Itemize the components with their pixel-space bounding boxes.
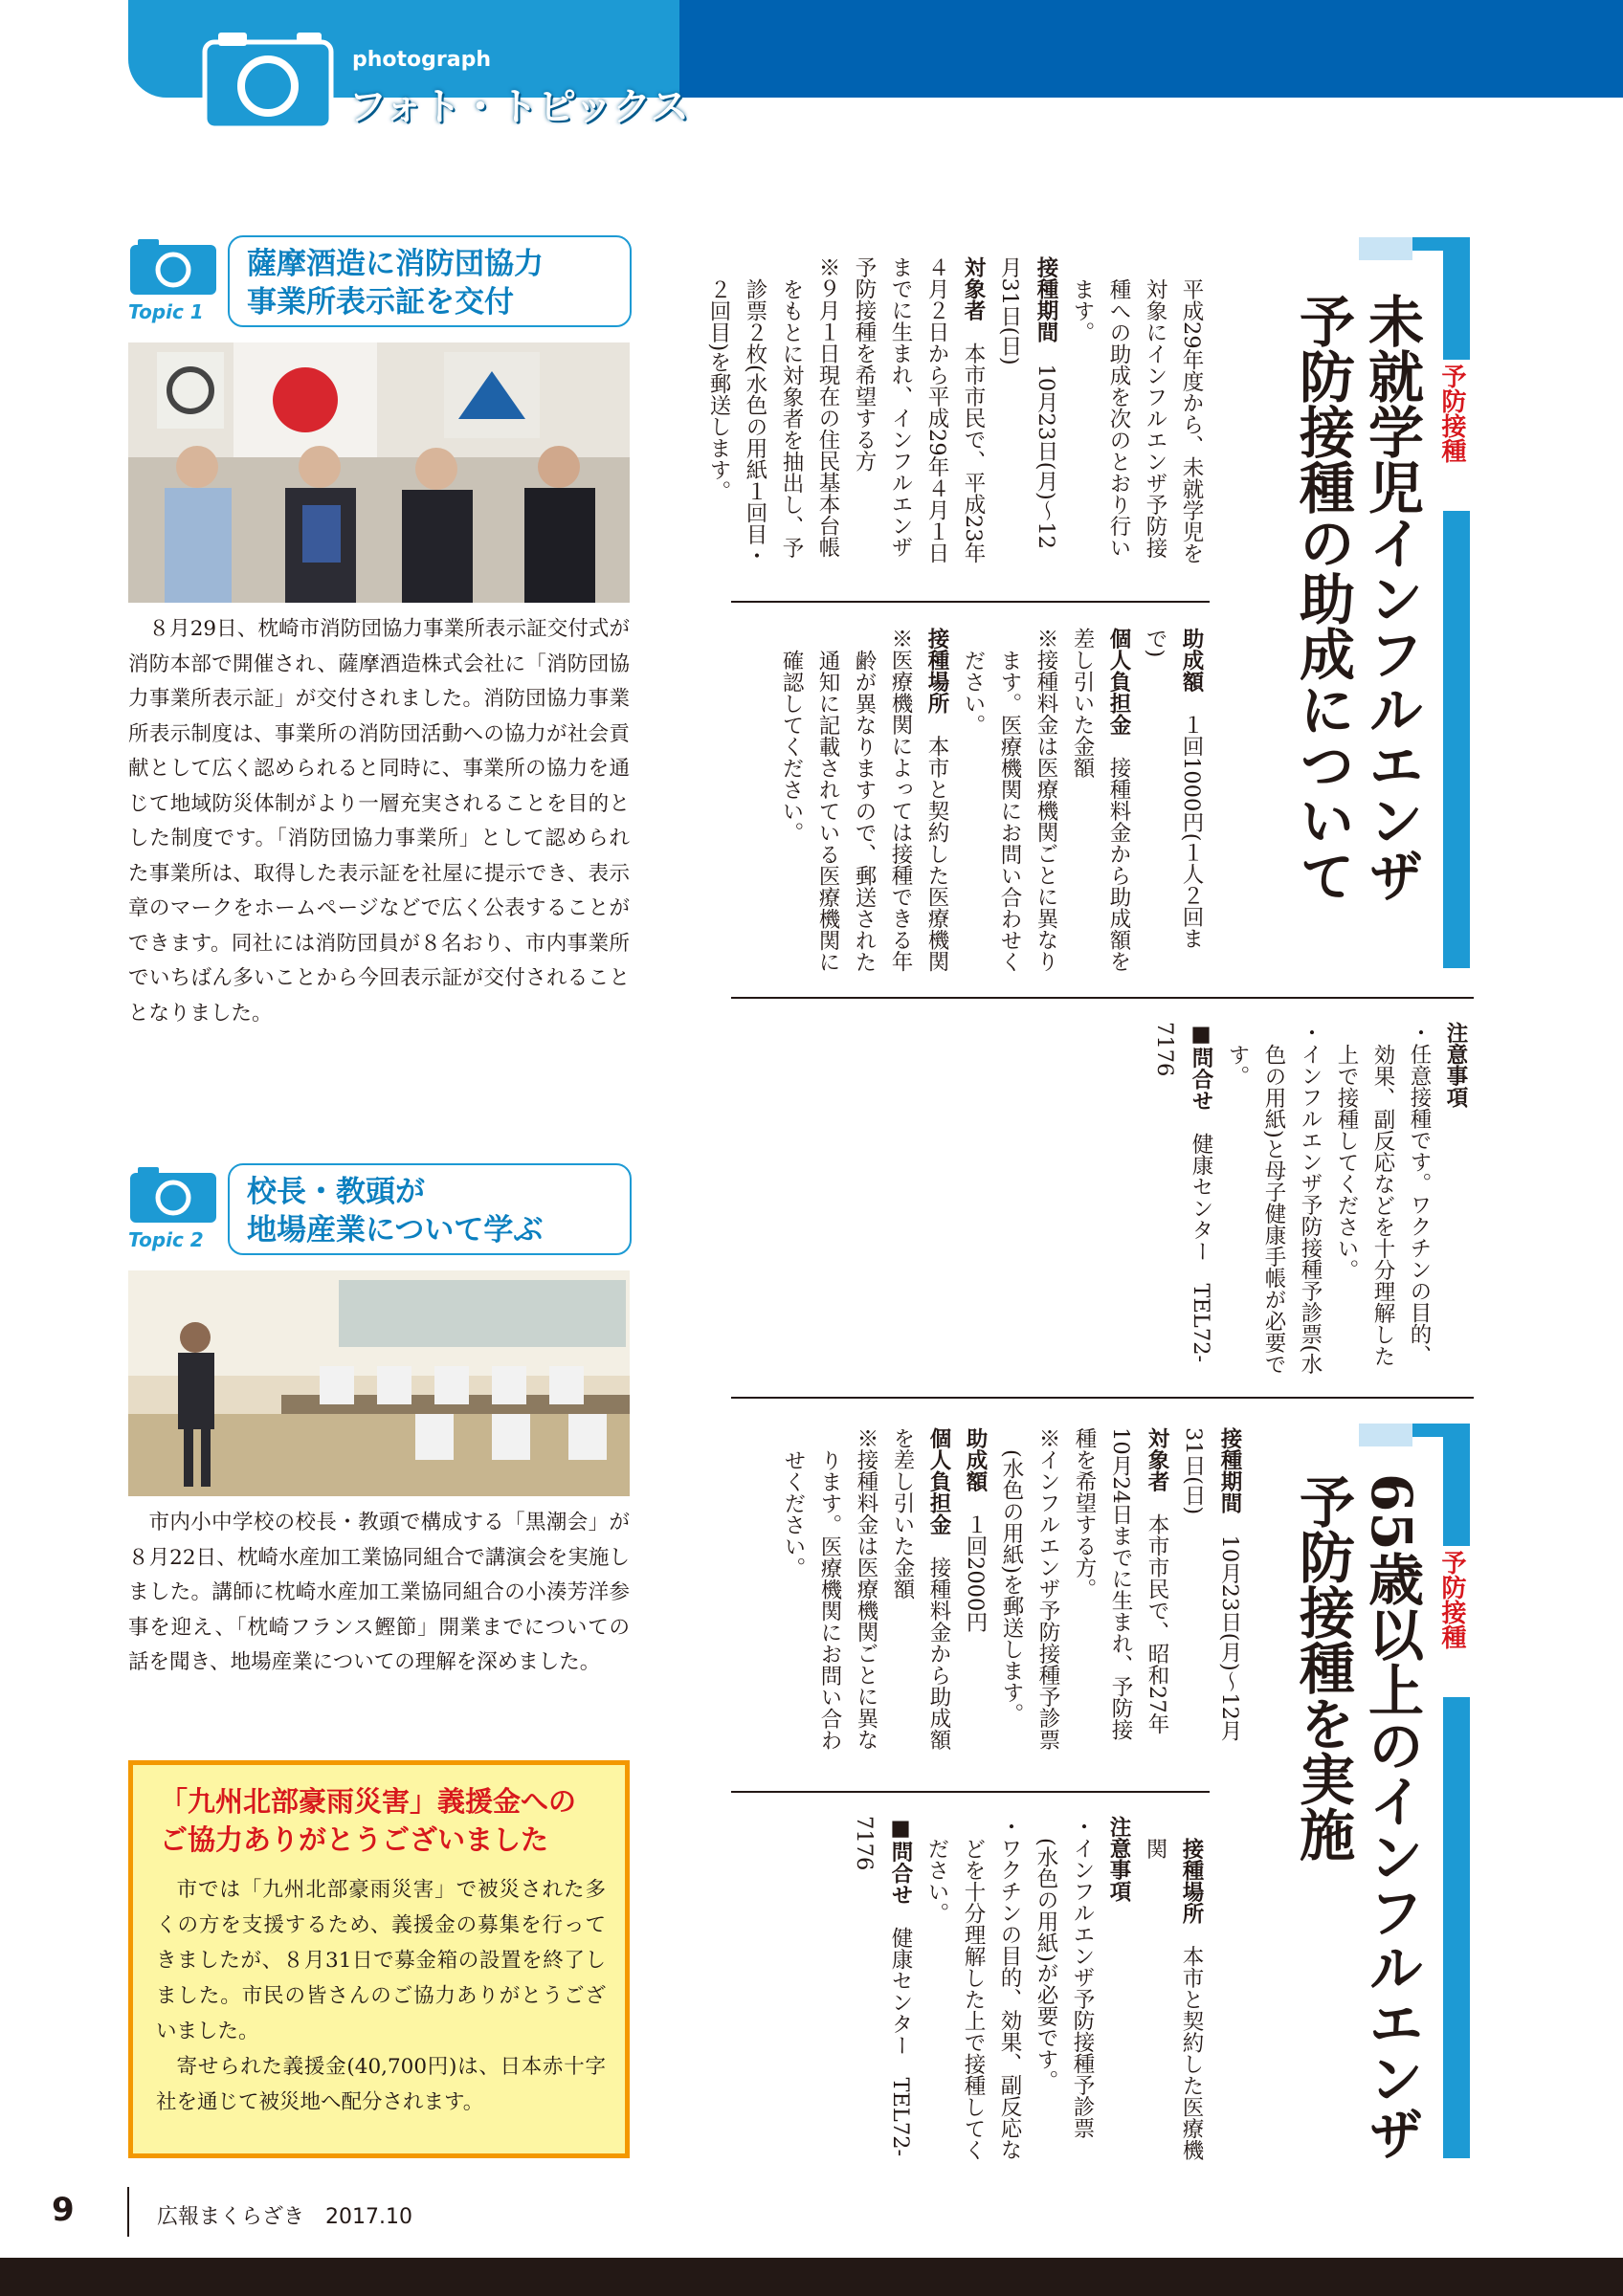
- topic1-body-text: ８月29日、枕崎市消防団協力事業所表示証交付式が消防本部で開催され、薩摩酒造株式会社に「消防団協力事業所表示証」が交付されました。消防団協力事業所表示制度は、事業所の消防団活動への協力が社会貢献として広く認められると同時に、事業所の協力を通じて地域防災体制がより一層充実されることを目的とした制度です。「消防団協力事業所」として認められた事業所は、取得した表示証を社屋に提示でき、表示章のマークをホームページなどで広く公表することができます。同社には消防団員が８名おり、市内事業所でいちばん多いことから今回表示証が交付されることとなりました。: [128, 617, 630, 1026]
- section1-sideband-bottom: [1443, 511, 1470, 968]
- section1-divider-1: [731, 601, 1210, 603]
- disaster-para1: 市では「九州北部豪雨災害」で被災された多くの方を支援するため、義援金の募集を行ってきましたが、８月31日で募金箱の設置を終了しました。市民の皆さんのご協力ありがとうございました。: [156, 1878, 606, 2043]
- section1-intro: 平成29年度から、未就学児を対象にインフルエンザ予防接種への助成を次のとおり行います。: [1070, 277, 1204, 564]
- disaster-title-line2: ご協力ありがとうございました: [160, 1823, 549, 1856]
- section2-note1: ※インフルエンザ予防接種予診票(水色の用紙)を郵送します。: [999, 1427, 1060, 1751]
- topic2-title-line2: 地場産業について学ぶ: [247, 1213, 544, 1247]
- page-number: 9: [52, 2191, 75, 2229]
- section2-period: 10月23日(月)～12月31日(日): [1181, 1427, 1242, 1742]
- section2-cost-label: 個人負担金: [926, 1427, 951, 1535]
- disaster-title: [160, 1782, 576, 1859]
- topic2-title-box: [228, 1163, 632, 1255]
- section1-contact: 健康センター TEL72-7176: [1152, 1022, 1213, 1363]
- section1-place: 本市と契約した医療機関: [924, 735, 949, 972]
- section2-target-label: 対象者: [1145, 1427, 1169, 1492]
- section1-caution1: ・任意接種です。ワクチンの目的、効果、副反応などを十分理解した上で接種してください。: [1334, 1022, 1432, 1366]
- section1-middle-block: [731, 628, 1210, 972]
- section2-place: 本市と契約した医療機関: [1143, 1837, 1204, 2160]
- section2-caution2: ・ワクチンの目的、効果、副反応などを十分理解した上で接種してください。: [924, 1816, 1022, 2160]
- section2-place-label: 接種場所: [1179, 1837, 1204, 1924]
- section1-target: 本市市民で、平成23年４月２日から平成29年４月１日までに生まれ、インフルエンザ予防接種を希望する方: [852, 256, 986, 564]
- camera-icon: [201, 29, 335, 134]
- header-subtitle: photograph: [352, 48, 492, 72]
- section1-divider-2: [731, 997, 1474, 999]
- section1-subsidy: １回1000円(１人２回まで): [1143, 628, 1204, 950]
- section-separator: [731, 1397, 1474, 1399]
- section1-deco: [1359, 237, 1412, 260]
- section2-lower-block: [731, 1816, 1210, 2160]
- topic2-camera-icon: [128, 1165, 218, 1225]
- topic1-photo: [128, 342, 630, 603]
- section1-contact-label: ■問合せ: [1189, 1022, 1213, 1112]
- section1-subsidy-label: 助成額: [1179, 628, 1204, 693]
- section1-lower-block: [957, 1022, 1474, 1385]
- section1-cost-label: 個人負担金: [1106, 628, 1131, 736]
- topic2-tag: Topic 2: [128, 1228, 204, 1251]
- section2-contact-label: ■問合せ: [888, 1816, 913, 1906]
- footer-divider: [127, 2187, 129, 2237]
- topic1-title-line2: 事業所表示証を交付: [247, 285, 514, 320]
- section1-caution-label: 注意事項: [1443, 1022, 1468, 1108]
- publication-name: 広報まくらざき 2017.10: [157, 2205, 412, 2229]
- section2-title: [1273, 1473, 1426, 2162]
- section2-cost: 接種料金から助成額を差し引いた金額: [890, 1427, 951, 1751]
- section2-sideband-top: [1443, 1424, 1470, 1546]
- section1-period-label: 接種期間: [1034, 256, 1058, 342]
- disaster-para2: 寄せられた義援金(40,700円)は、日本赤十字社を通じて被災地へ配分されます。: [156, 2055, 606, 2114]
- section1-cost: 接種料金から助成額を差し引いた金額: [1070, 628, 1131, 972]
- section1-place-label: 接種場所: [924, 628, 949, 714]
- section2-label: 予防接種: [1443, 1550, 1470, 1693]
- section1-note1: ※９月１日現在の住民基本台帳をもとに対象者を抽出し、予診票２枚(水色の用紙１回目・２回目)を郵送します。: [706, 256, 840, 566]
- header-title: フォト・トピックス: [348, 85, 689, 129]
- topic1-title-box: [228, 235, 632, 327]
- section1-label: 予防接種: [1443, 364, 1470, 507]
- section1-note2: ※接種料金は医療機関ごとに異なります。医療機関にお問い合わせください。: [961, 628, 1058, 972]
- topic2-body: [128, 1506, 630, 1681]
- disaster-donation-box: [128, 1760, 630, 2158]
- section2-subsidy: １回2000円: [963, 1513, 988, 1633]
- section1-upper-block: [706, 256, 1210, 570]
- section2-caution-label: 注意事項: [1106, 1816, 1131, 1902]
- topic1-tag: Topic 1: [128, 300, 204, 323]
- section2-deco: [1359, 1424, 1412, 1446]
- section1-sideband-top: [1443, 237, 1470, 360]
- section2-period-label: 接種期間: [1217, 1427, 1242, 1513]
- topic1-camera-icon: [128, 237, 218, 297]
- section1-title: [1273, 293, 1426, 962]
- disaster-title-line1: 「九州北部豪雨災害」義援金への: [160, 1785, 577, 1818]
- section1-caution2: ・インフルエンザ予防接種予診票(水色の用紙)と母子健康手帳が必要です。: [1225, 1022, 1323, 1375]
- topic2-photo: [128, 1270, 630, 1496]
- section1-title-line2: 予防接種の助成について: [1290, 293, 1355, 903]
- section2-title-line2: 予防接種を実施: [1290, 1473, 1355, 1862]
- section1-period: 10月23日(月)～12月31日(日): [997, 256, 1058, 549]
- section1-title-line1: 未就学児インフルエンザ: [1359, 293, 1424, 903]
- topic2-title-line1: 校長・教頭が: [247, 1175, 425, 1209]
- section2-divider: [731, 1791, 1210, 1793]
- section2-subsidy-label: 助成額: [963, 1427, 988, 1492]
- section2-target: 本市市民で、昭和27年10月24日までに生まれ、予防接種を希望する方。: [1072, 1427, 1169, 1741]
- footer-bar: [0, 2258, 1623, 2296]
- section2-note2: ※接種料金は医療機関ごとに異なります。医療機関にお問い合わせください。: [781, 1427, 878, 1751]
- section1-target-label: 対象者: [961, 256, 986, 321]
- topic1-title-line1: 薩摩酒造に消防団協力: [247, 247, 544, 281]
- section1-note3: ※医療機関によっては接種できる年齢が異なりますので、郵送された通知に記載されている医療機関に確認してください。: [779, 628, 913, 972]
- section2-caution1: ・インフルエンザ予防接種予診票(水色の用紙)が必要です。: [1034, 1816, 1095, 2139]
- topic2-body-text: 市内小中学校の校長・教頭で構成する「黒潮会」が８月22日、枕崎水産加工業協同組合で講演会を実施しました。講師に枕崎水産加工業協同組合の小湊芳洋参事を迎え、「枕崎フランス鰹節」開業までについての話を聞き、地場産業についての理解を深めました。: [128, 1511, 630, 1674]
- section2-contact: 健康センター TEL72-7176: [852, 1816, 913, 2157]
- section2-sideband-bottom: [1443, 1697, 1470, 2158]
- section2-place-cont: [1137, 1816, 1210, 2160]
- section2-title-line1: 65歳以上のインフルエンザ: [1359, 1473, 1424, 2161]
- disaster-body: [156, 1872, 606, 2120]
- topic1-body: [128, 612, 630, 1031]
- header-band-right: [679, 0, 1623, 98]
- section2-upper-block: [731, 1427, 1248, 1758]
